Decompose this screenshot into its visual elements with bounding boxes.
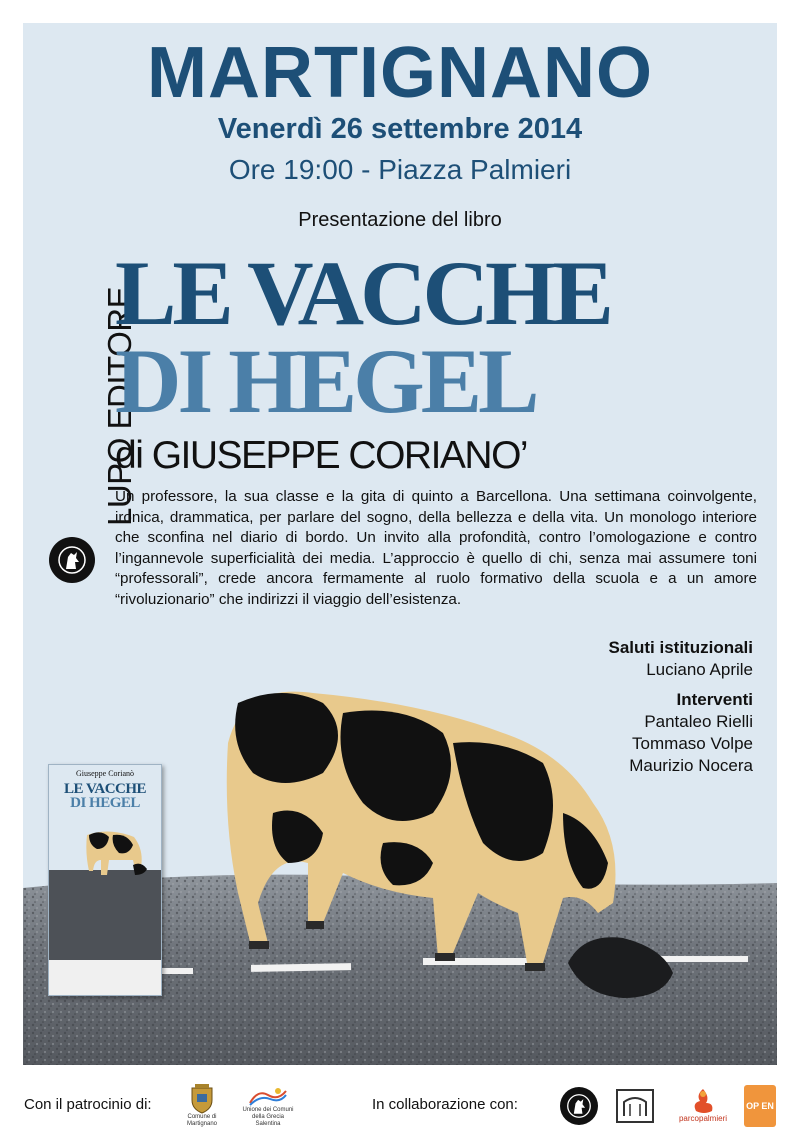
open-logo — [744, 1085, 776, 1127]
flame-figure-icon — [688, 1087, 718, 1115]
poster — [23, 23, 777, 1065]
wolf-collab-logo-icon — [560, 1087, 598, 1125]
grecia-logo-caption: Unione dei Comuni della Grecia Salentina — [242, 1106, 294, 1127]
parcopalmieri-logo — [672, 1079, 734, 1129]
parcopalmieri-caption: parcopalmieri — [678, 1113, 728, 1123]
grecia-salentina-icon — [246, 1085, 290, 1107]
cover-title-line2: DI HEGEL — [70, 795, 140, 811]
coat-of-arms-icon — [189, 1084, 215, 1114]
comune-logo — [182, 1083, 222, 1129]
talk-speaker: Tommaso Volpe — [632, 734, 753, 753]
comune-logo-caption: Comune di Martignano — [186, 1114, 218, 1127]
talks-heading: Interventi — [676, 690, 753, 709]
event-date: Venerdì 26 settembre 2014 — [217, 113, 583, 145]
patronage-label: Con il patrocinio di: — [24, 1096, 152, 1113]
collaboration-label: In collaborazione con: — [372, 1096, 518, 1113]
book-author: di GIUSEPPE CORIANO’ — [115, 434, 528, 477]
talk-speaker: Maurizio Nocera — [629, 756, 753, 775]
wolf-logo-icon — [49, 537, 95, 583]
cover-author: Giuseppe Corianò — [76, 769, 134, 778]
event-town: MARTIGNANO — [147, 33, 653, 113]
book-cover-thumbnail — [48, 764, 162, 996]
book-title-line1: LE VACCHE — [115, 242, 610, 344]
cover-title-line1: LE VACCHE — [63, 781, 147, 797]
gate-logo-icon — [616, 1089, 654, 1123]
greetings-speaker: Luciano Aprile — [646, 660, 753, 679]
book-description: Un professore, la sua classe e la gita di quinto a Barcellona. Una settimana coinvolgente, ironica, drammatica, per parlare del sogno, della bellezza e della vita. Un monologo interiore che sconfina nel diario di bordo. Un invito alla profondità, contro l’omologazione e contro l’ingannevole superficialità dei media. L’approccio è quello di chi, senza mai assumere toni “professorali”, crede ancora fermamente al ruolo formativo della scuola e a un amore “rivoluzionario” che indirizzi il viaggio dell’esistenza. — [115, 488, 757, 608]
publisher-name: LUPO EDITORE — [101, 286, 138, 526]
footer — [0, 1065, 800, 1143]
greetings-heading: Saluti istituzionali — [608, 638, 753, 657]
presentation-intro: Presentazione del libro — [298, 209, 502, 231]
grecia-logo — [240, 1083, 296, 1129]
talk-speaker: Pantaleo Rielli — [644, 712, 753, 731]
book-title-line2: DI HEGEL — [115, 330, 536, 432]
event-time-place: Ore 19:00 - Piazza Palmieri — [228, 154, 572, 185]
open-logo-text: OP EN — [746, 1101, 774, 1111]
